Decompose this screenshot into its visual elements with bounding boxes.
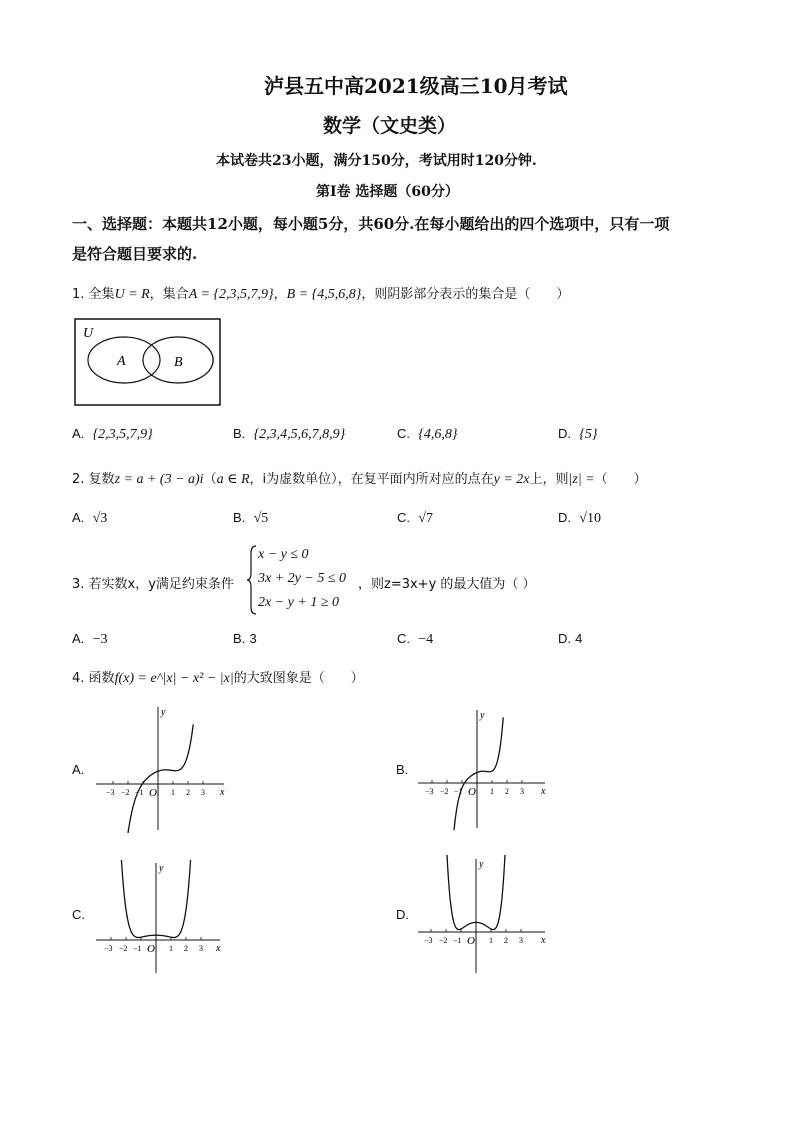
origin-label: O bbox=[468, 786, 476, 798]
x-tick-label: −1 bbox=[454, 787, 463, 796]
exam-title: 泸县五中高2021级高三10月考试 bbox=[264, 74, 568, 98]
q1-option-b[interactable]: B. {2,3,4,5,6,7,8,9} bbox=[233, 426, 346, 442]
question-3-stem-left bbox=[72, 573, 234, 592]
x-tick-label: 2 bbox=[505, 787, 509, 796]
math-expr: f(x) = e^|x| − x² − |x| bbox=[114, 671, 234, 686]
venn-label-a: A bbox=[117, 354, 126, 369]
y-axis-label: y bbox=[159, 863, 164, 874]
q1-option-d[interactable]: D. {5} bbox=[558, 426, 598, 442]
stem-text: ，i为虚数单位），在复平面内所对应的点在 bbox=[249, 472, 494, 487]
x-tick-label: 2 bbox=[184, 944, 188, 953]
q4-option-d-label[interactable]: D. bbox=[396, 907, 409, 922]
stem-text: ， bbox=[273, 287, 287, 302]
x-tick-label: −1 bbox=[453, 936, 462, 945]
origin-label: O bbox=[467, 935, 475, 947]
stem-text: 上，则 bbox=[529, 472, 569, 487]
x-tick-label: −2 bbox=[439, 936, 448, 945]
stem-text: （ bbox=[203, 472, 217, 487]
question-number: 2. bbox=[72, 472, 85, 487]
constraint-3: 2x − y + 1 ≥ 0 bbox=[258, 595, 340, 610]
question-1-stem bbox=[72, 283, 569, 303]
x-tick-label: −3 bbox=[425, 787, 434, 796]
math-expr: a ∈ R bbox=[216, 472, 250, 487]
x-axis-label: x bbox=[220, 787, 225, 798]
question-number: 4. bbox=[72, 671, 85, 686]
stem-text: 的大致图象是（ ） bbox=[233, 671, 364, 686]
stem-text: 全集 bbox=[88, 287, 115, 302]
x-tick-label: 3 bbox=[199, 944, 203, 953]
x-tick-label: −2 bbox=[440, 787, 449, 796]
subject-title: 数学（文史类） bbox=[323, 115, 457, 137]
origin-label: O bbox=[149, 787, 157, 799]
question-3-stem-right: ，则z=3x+y 的最大值为（ ） bbox=[358, 577, 536, 592]
question-2-stem bbox=[72, 468, 647, 488]
question-number: 3. bbox=[72, 577, 85, 592]
y-axis-label: y bbox=[480, 710, 485, 721]
venn-label-u: U bbox=[83, 326, 94, 341]
q2-option-a[interactable]: A. √3 bbox=[72, 510, 108, 526]
q3-option-c[interactable]: C. −4 bbox=[397, 631, 434, 647]
x-tick-label: 1 bbox=[169, 944, 173, 953]
constraint-brace bbox=[247, 545, 257, 615]
x-tick-label: 3 bbox=[519, 936, 523, 945]
x-tick-label: 3 bbox=[520, 787, 524, 796]
x-axis-label: x bbox=[541, 935, 546, 946]
venn-diagram bbox=[74, 318, 222, 408]
q4-option-a-label[interactable]: A. bbox=[72, 762, 85, 777]
x-tick-label: 1 bbox=[489, 936, 493, 945]
q3-option-b[interactable]: B. 3 bbox=[233, 631, 257, 646]
math-expr: z = a + (3 − a)i bbox=[114, 472, 204, 487]
x-axis-label: x bbox=[216, 943, 221, 954]
stem-text: 复数 bbox=[88, 472, 115, 487]
q2-option-b[interactable]: B. √5 bbox=[233, 510, 269, 526]
math-expr: A = {2,3,5,7,9} bbox=[188, 287, 274, 302]
x-tick-label: −3 bbox=[106, 788, 115, 797]
math-expr: U = R bbox=[114, 287, 150, 302]
q3-option-d[interactable]: D. 4 bbox=[558, 631, 583, 646]
q3-option-a[interactable]: A. −3 bbox=[72, 631, 108, 647]
x-tick-label: −1 bbox=[135, 788, 144, 797]
q4-graph-d[interactable] bbox=[415, 855, 555, 975]
x-axis-label: x bbox=[541, 786, 546, 797]
stem-text: 若实数x，y满足约束条件 bbox=[88, 577, 234, 592]
question-4-stem bbox=[72, 667, 364, 687]
x-tick-label: −3 bbox=[424, 936, 433, 945]
stem-text: （ ） bbox=[594, 472, 647, 487]
stem-text: 函数 bbox=[88, 671, 115, 686]
constraint-2: 3x + 2y − 5 ≤ 0 bbox=[258, 571, 347, 586]
x-tick-label: 2 bbox=[504, 936, 508, 945]
x-tick-label: −1 bbox=[133, 944, 142, 953]
q4-option-c-label[interactable]: C. bbox=[72, 907, 85, 922]
x-tick-label: 1 bbox=[171, 788, 175, 797]
venn-label-b: B bbox=[174, 355, 183, 370]
exam-info: 本试卷共23小题，满分150分，考试用时120分钟. bbox=[216, 153, 537, 169]
q4-graph-b[interactable] bbox=[415, 708, 555, 830]
q2-option-c[interactable]: C. √7 bbox=[397, 510, 433, 526]
x-tick-label: 1 bbox=[490, 787, 494, 796]
stem-text: ，则阴影部分表示的集合是（ ） bbox=[361, 287, 570, 302]
x-tick-label: −3 bbox=[104, 944, 113, 953]
x-tick-label: 2 bbox=[186, 788, 190, 797]
function-curve bbox=[121, 724, 193, 833]
section-instruction-line2: 是符合题目要求的. bbox=[72, 245, 198, 263]
q4-option-b-label[interactable]: B. bbox=[396, 762, 409, 777]
x-tick-label: −2 bbox=[121, 788, 130, 797]
math-expr: |z| = bbox=[568, 472, 595, 487]
y-axis-label: y bbox=[479, 859, 484, 870]
x-tick-label: −2 bbox=[119, 944, 128, 953]
q1-option-a[interactable]: A. {2,3,5,7,9} bbox=[72, 426, 153, 442]
constraint-1: x − y ≤ 0 bbox=[258, 547, 309, 562]
math-expr: y = 2x bbox=[493, 472, 530, 487]
stem-text: ，集合 bbox=[149, 287, 189, 302]
venn-shaded-region bbox=[178, 337, 214, 383]
part-title: 第Ⅰ卷 选择题（60分） bbox=[316, 184, 459, 200]
origin-label: O bbox=[147, 943, 155, 955]
q2-option-d[interactable]: D. √10 bbox=[558, 510, 601, 526]
math-expr: B = {4,5,6,8} bbox=[286, 287, 362, 302]
q4-graph-c[interactable] bbox=[90, 860, 230, 975]
q1-option-c[interactable]: C. {4,6,8} bbox=[397, 426, 458, 442]
q4-graph-a[interactable] bbox=[90, 703, 230, 833]
y-axis-label: y bbox=[161, 707, 166, 718]
question-number: 1. bbox=[72, 287, 85, 302]
x-tick-label: 3 bbox=[201, 788, 205, 797]
section-instruction-line1: 一、选择题：本题共12小题，每小题5分，共60分.在每小题给出的四个选项中，只有一项 bbox=[72, 215, 670, 233]
